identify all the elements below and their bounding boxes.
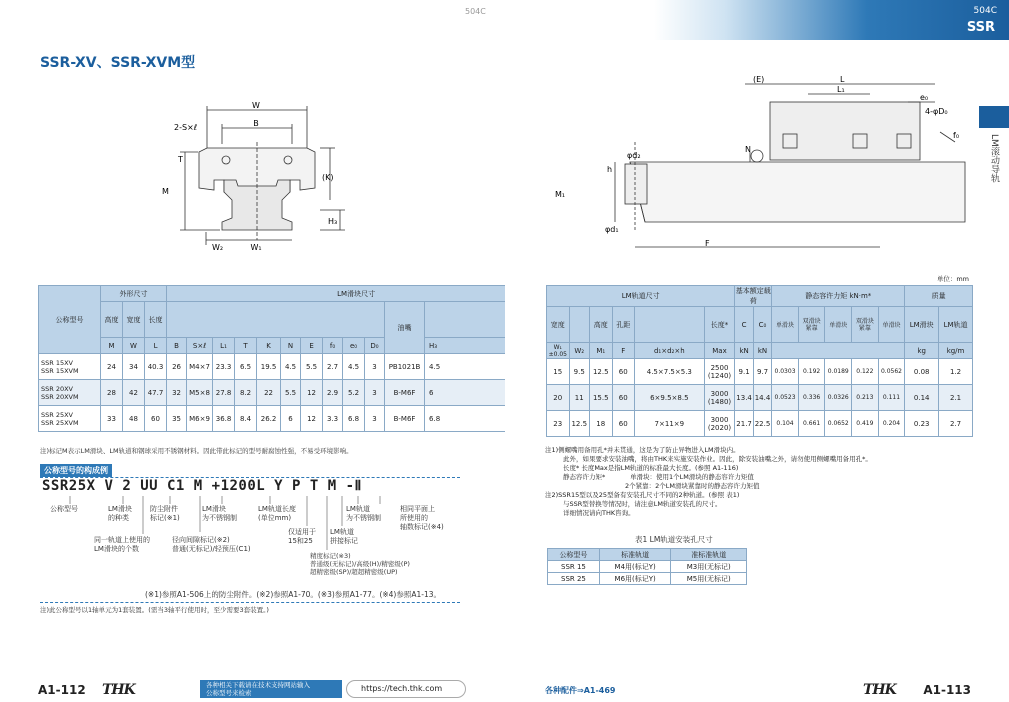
t1-header: 标准轨道 [599,549,671,561]
th-model: 公称型号 [39,286,101,354]
cell-F: 60 [612,385,635,411]
cell-MB2: 0.122 [852,359,879,385]
cell-H3: 6.8 [425,406,546,432]
th-hole: 孔距 [612,307,635,343]
cell-MA2: 0.192 [798,359,825,385]
lbl-accuracy: 精度标记(※3) 普通级(无标记)/高级(H)/精密级(P) 超精密级(SP)/超超精密级(UP) [310,552,410,576]
cell-L: 47.7 [145,380,167,406]
t1-cell: M3用(无标记) [671,561,747,573]
cell-T: 8.4 [235,406,257,432]
cell-B: 35 [167,406,187,432]
note-line: 详细情况请向THK咨询。 [563,509,635,517]
cell-d: 4.5×7.5×5.3 [635,359,705,385]
cell-W2: 12.5 [569,411,589,437]
page-number: A1-112 [38,683,86,697]
cell-W1: 15 [547,359,570,385]
dim-h: h [607,165,613,174]
t1-header: 准标准轨道 [671,549,747,561]
cell-kg: 0.08 [905,359,939,385]
lbl-only-15-25: 仅适用于 15和25 [288,528,316,545]
note-2: 注)此公称型号以1轴单元为1套装置。(需当3轴平行使用时，至少需要3套装置。) [40,606,269,614]
note-1: 注)标记M表示LM滑块、LM轨道和钢球采用不锈钢材料。因此带此标记的型号耐腐蚀性强，不易受环境影响。 [40,447,353,455]
t1-cell: M5用(无标记) [671,573,747,585]
table1-title: 表1 LM轨道安装孔尺寸 [635,535,713,544]
cell-SxL: M6×9 [187,406,213,432]
th-E: E [301,338,323,354]
th-SxL: S×ℓ [187,338,213,354]
page-title: SSR-XV、SSR-XVM型 [40,55,196,71]
table-row [39,354,546,380]
cell-d: 7×11×9 [635,411,705,437]
th-height: 高度 [101,302,123,338]
cell-MA1: 0.104 [772,411,799,437]
cell-L: 40.3 [145,354,167,380]
cell-MA1: 0.0523 [772,385,799,411]
th-kg: kg [905,343,939,359]
dim-d2: φd₂ [627,151,641,160]
cell-W: 42 [123,380,145,406]
note-line: 长度* 长度Max是指LM轨道的标准最大长度。(参照 A1-116) [563,464,739,472]
cell-kgm: 2.7 [939,411,973,437]
code-section-title: 公称型号的构成例 [40,464,112,477]
lbl-axes: 相同平面上 所使用的 轴数标记(※4) [400,505,444,531]
th-width: 宽度 [547,307,570,343]
dim-E: (E) [753,75,765,84]
cell-W1: 20 [547,385,570,411]
th-grease: 油嘴 [385,302,425,354]
cell-model: SSR 25XV SSR 25XVM [39,406,101,432]
thk-logo: THK [102,682,135,698]
th-load: 基本额定载荷 [735,287,771,305]
th-L1: L₁ [213,338,235,354]
th-block-mass: LM滑块 [905,307,939,343]
t1-cell: SSR 15 [548,561,600,573]
th-e0: e₀ [343,338,365,354]
dim-K: (K) [322,173,334,182]
t1-header: 公称型号 [548,549,600,561]
lbl-clearance: 径向间隙标记(※2) 普通(无标记)/轻预压(C1) [172,536,251,553]
dim-L: L [840,75,845,84]
cell-model: SSR 15XV SSR 15XVM [39,354,101,380]
cell-MC: 0.204 [878,411,905,437]
th-MB2: 双滑块 紧靠 [852,307,879,343]
th-M1: M₁ [589,343,612,359]
th-MB1: 单滑块 [825,307,852,343]
th-T: T [235,338,257,354]
dim-D0: 4-φD₀ [925,107,948,116]
lbl-block-count: 同一轨道上使用的 LM滑块的个数 [94,536,150,553]
th-max: Max [704,343,735,359]
cell-N: 4.5 [281,354,301,380]
lbl-joint: LM轨道 拼接标记 [330,528,358,545]
note-line: 静态容许力矩* 单滑块：使用1个LM滑块的静态容许力矩值 [563,473,754,481]
th-kN1: kN [735,343,753,359]
dim-B: B [253,119,259,128]
cell-MC: 0.111 [878,385,905,411]
note-line: 2个紧靠：2个LM滑块紧靠时的静态容许力矩值 [563,482,760,490]
cell-MB1: 0.0652 [825,411,852,437]
cell-C: 21.7 [735,411,753,437]
cell-grease: B-M6F [385,380,425,406]
th-N: N [281,338,301,354]
th-mass: 质量 [905,286,973,307]
cell-grease: PB1021B [385,354,425,380]
lbl-model: 公称型号 [50,505,78,513]
table-row [547,359,973,385]
th-moment: 静态容许力矩 kN·m* [772,286,905,307]
download-text: 各种相关下载请在技术支持网站输入 公称型号来检索 [206,681,310,697]
th-W1: W₁ ±0.05 [547,343,570,359]
cell-N: 6 [281,406,301,432]
dim-e0: e₀ [920,93,929,102]
cell-B: 32 [167,380,187,406]
cell-L1: 23.3 [213,354,235,380]
th-W: W [123,338,145,354]
cell-T: 8.2 [235,380,257,406]
cell-F: 60 [612,411,635,437]
cell-B: 26 [167,354,187,380]
th-d: d₁×d₂×h [635,343,705,359]
series-label: SSR [966,20,995,35]
th-length: 长度* [704,307,735,343]
th-H3: H₃ [425,338,546,354]
th-K: K [257,338,281,354]
cell-M1: 18 [589,411,612,437]
lbl-ss-block: LM滑块 为不锈钢制 [202,505,237,522]
th-M: M [101,338,123,354]
cell-W1: 23 [547,411,570,437]
th-rail-mass: LM轨道 [939,307,973,343]
cell-MB2: 0.419 [852,411,879,437]
cell-f0: 2.7 [323,354,343,380]
right-page [505,0,1009,702]
cell-kgm: 2.1 [939,385,973,411]
cell-M: 28 [101,380,123,406]
cell-C: 9.1 [735,359,753,385]
t1-cell: M4用(标记Y) [599,561,671,573]
th-length: 长度 [145,302,167,338]
cell-e0: 5.2 [343,380,365,406]
th-L: L [145,338,167,354]
cell-f0: 3.3 [323,406,343,432]
cell-H3: 6 [425,380,546,406]
lbl-block-type: LM滑块 的种类 [108,505,132,522]
notes-block [545,446,975,518]
dim-f0: f₀ [953,131,960,140]
table-row [39,380,546,406]
dim-F: F [705,239,710,248]
cell-W2: 11 [569,385,589,411]
unit-label: 单位：mm [936,275,969,283]
cell-MC: 0.0562 [878,359,905,385]
cell-MA2: 0.661 [798,411,825,437]
table-row [547,411,973,437]
page-number-right: A1-113 [923,683,971,697]
spec-table-right [546,285,973,437]
cell-L1: 36.8 [213,406,235,432]
cell-SxL: M5×8 [187,380,213,406]
cell-grease: B-M6F [385,406,425,432]
divider-2 [40,602,460,603]
cell-C: 13.4 [735,385,753,411]
t1-cell: M6用(标记Y) [599,573,671,585]
cell-max: 3000 (1480) [704,385,735,411]
th-width: 宽度 [123,302,145,338]
thk-logo-right: THK [863,682,896,698]
cell-K: 22 [257,380,281,406]
t1-row [548,561,747,573]
th-W2: W₂ [569,343,589,359]
th-block: LM滑块尺寸 [167,286,546,302]
lbl-ss-rail: LM轨道 为不锈钢制 [346,505,381,522]
dim-L1: L₁ [837,85,845,94]
cell-e0: 6.8 [343,406,365,432]
dim-N: N [745,145,751,154]
top-code: 504C [465,7,486,16]
cell-D0: 3 [365,406,385,432]
cell-L: 60 [145,406,167,432]
model-code: SSR25X V 2 UU C1 M +1200L Y P T M -Ⅱ [42,478,362,494]
th-MA1: 单滑块 [772,307,799,343]
cell-D0: 3 [365,354,385,380]
note-line: 注1)侧螺嘴用备用孔*并未贯通，这是为了防止异物进入LM滑块内。 [545,446,740,454]
cell-M1: 12.5 [589,359,612,385]
th-D0: D₀ [365,338,385,354]
cell-model: SSR 20XV SSR 20XVM [39,380,101,406]
cell-E: 5.5 [301,354,323,380]
cell-MB2: 0.213 [852,385,879,411]
th-B: B [167,338,187,354]
cell-L1: 27.8 [213,380,235,406]
th-F: F [612,343,635,359]
cell-W2: 9.5 [569,359,589,385]
th-MC: 单滑块 [878,307,905,343]
cell-SxL: M4×7 [187,354,213,380]
cell-kg: 0.14 [905,385,939,411]
cell-max: 3000 (2020) [704,411,735,437]
cell-C0: 9.7 [753,359,771,385]
cell-K: 26.2 [257,406,281,432]
refs-line: (※1)参照A1-506上的防尘附件。(※2)参照A1-70。(※3)参照A1-77。(※4)参照A1-13。 [145,590,442,599]
cell-MB1: 0.0326 [825,385,852,411]
dim-M: M [162,187,169,196]
note-line: 注2)SSR15型以及25型备有安装孔尺寸不同的2种轨道。(参照 表1) [545,491,740,499]
note-line: 与SSR型替换等情况时，请注意LM轨道安装孔的尺寸。 [563,500,722,508]
th-C: C [735,307,753,343]
cell-C0: 14.4 [753,385,771,411]
th-kN2: kN [753,343,771,359]
th-outer: 外形尺寸 [101,286,167,302]
t1-cell: SSR 25 [548,573,600,585]
spec-table-left [38,285,546,432]
cell-H3: 4.5 [425,354,546,380]
cell-kgm: 1.2 [939,359,973,385]
cell-D0: 3 [365,380,385,406]
side-label: LM滚动导轨 [989,134,999,183]
cell-M1: 15.5 [589,385,612,411]
th-rail: LM轨道尺寸 [547,286,735,307]
cell-f0: 2.9 [323,380,343,406]
cell-E: 12 [301,380,323,406]
tech-url-link[interactable]: https://tech.thk.com [346,680,466,698]
dim-W1: W₁ [250,243,262,250]
cell-F: 60 [612,359,635,385]
dim-T: T [178,155,183,164]
th-C0: C₀ [753,307,771,343]
cell-C0: 22.5 [753,411,771,437]
dim-W2: W₂ [212,243,224,250]
table-row [547,385,973,411]
cell-kg: 0.23 [905,411,939,437]
dim-SxL: 2-S×ℓ [174,123,198,132]
cell-W: 34 [123,354,145,380]
cell-W: 48 [123,406,145,432]
th-kgm: kg/m [939,343,973,359]
cell-e0: 4.5 [343,354,365,380]
cell-max: 2500 (1240) [704,359,735,385]
dim-H3: H₃ [328,217,338,226]
dim-d1: φd₁ [605,225,619,234]
th-MA2: 双滑块 紧靠 [798,307,825,343]
th-height: 高度 [589,307,612,343]
cell-M: 33 [101,406,123,432]
cross-section-drawing [160,100,350,250]
cell-N: 5.5 [281,380,301,406]
side-view-drawing [545,72,985,257]
cell-M: 24 [101,354,123,380]
parts-link[interactable]: 各种配件⇒A1-469 [545,686,616,695]
note-line: 此外，如果要求安装油嘴，将由THK来实施安装作业。因此，除安装油嘴之外，请勿使用侧螺嘴用备用孔*。 [563,455,872,463]
dim-W: W [252,101,260,110]
cell-K: 19.5 [257,354,281,380]
th-f0: f₀ [323,338,343,354]
cell-d: 6×9.5×8.5 [635,385,705,411]
dim-M1: M₁ [555,190,566,199]
top-code: 504C [973,6,997,16]
download-banner [200,680,342,698]
cell-MA1: 0.0303 [772,359,799,385]
table-row [39,406,546,432]
lbl-seal: 防尘附件 标记(※1) [150,505,180,522]
cell-MB1: 0.0189 [825,359,852,385]
table1 [547,548,747,585]
t1-row [548,573,747,585]
cell-T: 6.5 [235,354,257,380]
lbl-rail-length: LM轨道长度 (单位mm) [258,505,296,522]
cell-E: 12 [301,406,323,432]
cell-MA2: 0.336 [798,385,825,411]
header-bar [654,0,1009,40]
